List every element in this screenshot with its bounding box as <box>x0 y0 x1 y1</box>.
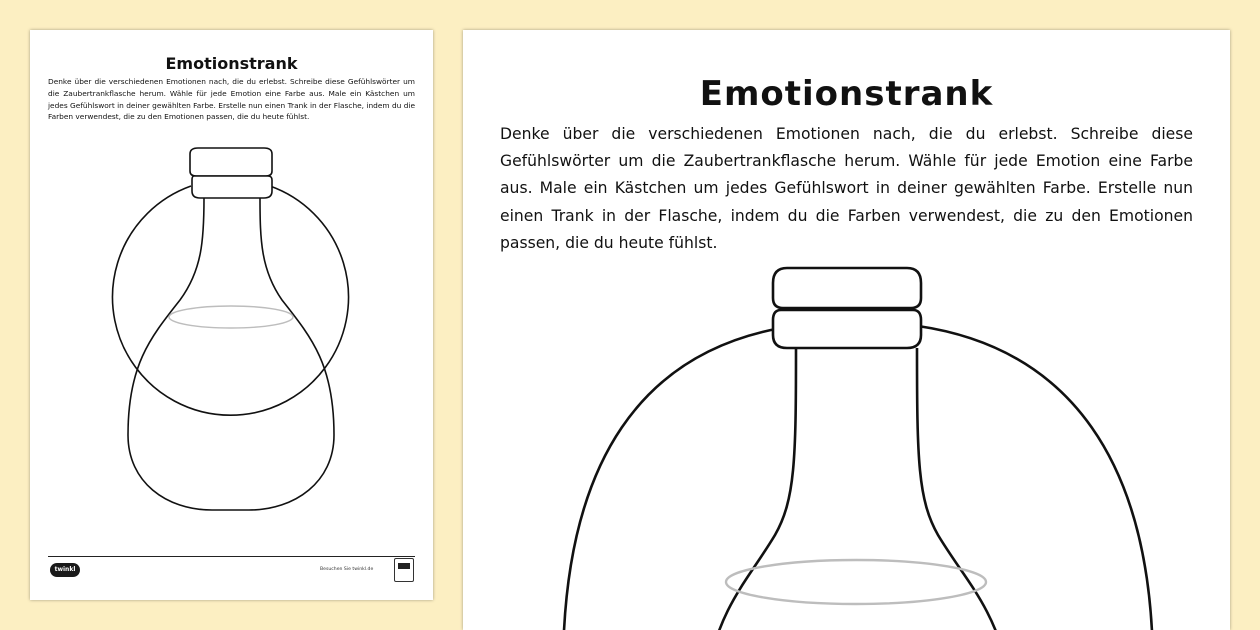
worksheet-title: Emotionstrank <box>165 54 298 73</box>
footer-text: Besuchen Sie twinkl.de <box>320 567 374 572</box>
potion-bottle-illustration <box>30 30 433 600</box>
potion-bottle-illustration-zoom <box>463 30 1230 630</box>
zoom-title: Emotionstrank <box>699 74 994 114</box>
worksheet-instructions: Denke über die verschiedenen Emotionen nach, die du erlebst. Schreibe diese Gefühlswörter um die Zaubertrankflasche herum. Wähle für jede Emotion eine Farbe aus. Male ein Kästchen um jedes Gefühlswort in deiner gewählten Farbe. Erstelle nun einen Trank in der Flasche, indem du die Farben verwendest, die zu den Emotionen passen, die du heute fühlst. <box>48 77 415 122</box>
worksheet-zoom-view <box>463 30 1230 630</box>
twinkl-badge-icon <box>394 558 414 582</box>
zoom-instructions: Denke über die verschiedenen Emotionen nach, die du erlebst. Schreibe diese Gefühlswörter um die Zaubertrankflasche herum. Wähle für jede Emotion eine Farbe aus. Male ein Kästchen um jedes Gefühlswort in deiner gewählten Farbe. Erstelle nun einen Trank in der Flasche, indem du die Farben verwendest, die zu den Emotionen passen, die du heute fühlst. <box>500 125 1193 252</box>
twinkl-logo: twinkl <box>50 563 80 577</box>
worksheet-thumbnail <box>30 30 433 600</box>
footer-divider <box>48 556 415 557</box>
